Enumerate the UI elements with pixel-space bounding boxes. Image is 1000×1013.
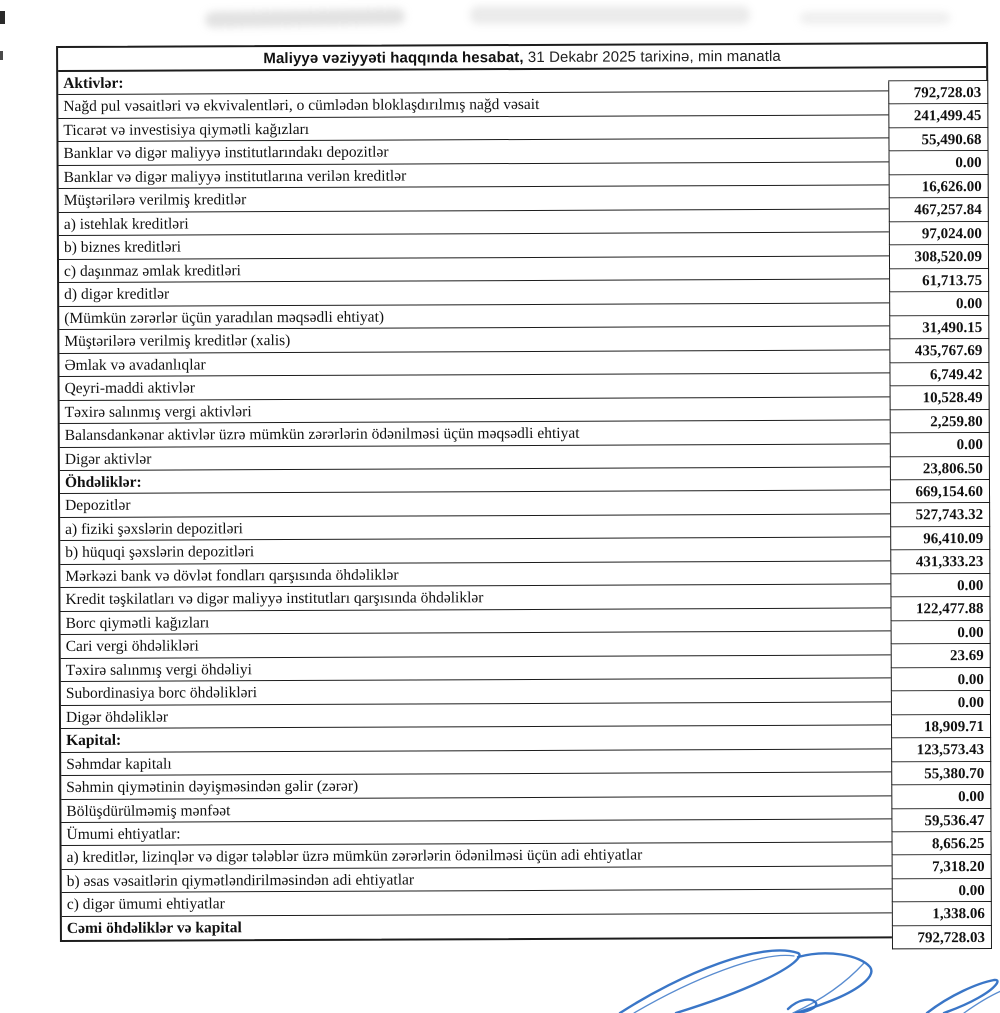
row-value: 96,410.09: [890, 527, 990, 551]
row-label: Kapital:: [66, 731, 122, 750]
row-value: 0.00: [891, 785, 991, 809]
row-value: 431,333.23: [890, 550, 990, 574]
row-value: 0.00: [890, 574, 990, 598]
row-label: Nağd pul vəsaitləri və ekvivalentləri, o cümlədən bloklaşdırılmış nağd vəsait: [63, 96, 540, 116]
row-label: Subordinasiya borc öhdəlikləri: [65, 684, 258, 703]
row-value: 18,909.71: [891, 715, 991, 739]
table-row: [62, 913, 990, 941]
row-value: 2,259.80: [890, 410, 990, 434]
row-label: Ümumi ehtiyatlar:: [66, 825, 181, 843]
scan-smudge: [800, 12, 950, 24]
row-label: a) kreditlər, lizinqlər və digər tələblər üzrə mümkün zərərlərin ödənilməsi üçün adi ehtiyatlar: [66, 846, 643, 867]
row-label: Depozitlər: [65, 497, 131, 515]
row-value: 61,713.75: [889, 269, 989, 293]
row-label: Müştərilərə verilmiş kreditlər: [63, 191, 247, 210]
row-value: 0.00: [891, 621, 991, 645]
row-value: 0.00: [892, 879, 992, 903]
row-label: Mərkəzi bank və dövlət fondları qarşısında öhdəliklər: [65, 566, 399, 585]
row-label: Banklar və digər maliyyə institutlarına verilən kreditlər: [63, 167, 407, 186]
row-value: 308,520.09: [889, 245, 989, 269]
row-value: 8,656.25: [891, 832, 991, 856]
row-label: Digər öhdəliklər: [65, 708, 169, 726]
row-label: a) fiziki şəxslərin depozitləri: [65, 520, 243, 538]
row-label: Cəmi öhdəliklər və kapital: [66, 919, 242, 937]
row-label: Təxirə salınmış vergi öhdəliyi: [65, 660, 252, 679]
signature-stroke: [793, 963, 864, 1013]
signature-ink: [612, 947, 1000, 1013]
row-value: 792,728.03: [892, 926, 992, 950]
row-label: Qeyri-maddi aktivlər: [64, 379, 196, 398]
row-value: 97,024.00: [889, 222, 989, 246]
row-label: a) istehlak kreditləri: [63, 215, 189, 233]
row-value: 0.00: [889, 292, 989, 316]
row-label: Kredit təşkilatları və digər maliyyə institutları qarşısında öhdəliklər: [65, 589, 484, 609]
row-label: Öhdəliklər:: [64, 473, 142, 491]
row-label: Müştərilərə verilmiş kreditlər (xalis): [64, 332, 291, 351]
row-label: Aktivlər:: [63, 74, 124, 93]
row-label: (Mümkün zərərlər üçün yaradılan məqsədli ehtiyat): [64, 308, 385, 327]
row-label: Cari vergi öhdəlikləri: [65, 637, 199, 656]
row-value: 16,626.00: [889, 175, 989, 199]
row-label: Əmlak və avadanlıqlar: [64, 356, 206, 374]
row-label: Təxirə salınmış vergi aktivləri: [64, 402, 252, 421]
row-label: Səhmdar kapitalı: [66, 755, 172, 773]
row-label: b) biznes kreditləri: [63, 238, 182, 257]
row-value: 1,338.06: [892, 902, 992, 926]
row-value: 123,573.43: [891, 738, 991, 762]
row-value: 0.00: [891, 691, 991, 715]
financial-statement-table: [56, 42, 992, 947]
table-title-main: Maliyyə vəziyyəti haqqında hesabat,: [263, 48, 524, 68]
row-label: Digər aktivlər: [64, 450, 152, 468]
row-label: Balansdankənar aktivlər üzrə mümkün zərərlərin ödənilməsi üçün məqsədli ehtiyat: [64, 424, 580, 445]
row-value: 122,477.88: [890, 597, 990, 621]
row-label: Ticarət və investisiya qiymətli kağızları: [63, 120, 310, 139]
scan-smudge: [470, 6, 750, 24]
row-value: 23.69: [891, 644, 991, 668]
row-value: 55,380.70: [891, 762, 991, 786]
row-value: 241,499.45: [888, 104, 988, 128]
row-value: 467,257.84: [889, 198, 989, 222]
row-value: 527,743.32: [890, 503, 990, 527]
row-label: Bölüşdürülməmiş mənfəət: [66, 801, 231, 820]
table-title-date: 31 Dekabr 2025 tarixinə, min manatla: [527, 47, 781, 66]
row-value: 59,536.47: [891, 808, 991, 832]
table-values: [888, 80, 992, 950]
signature-stroke: [927, 980, 997, 1013]
row-value: 0.00: [889, 151, 989, 175]
row-label: Borc qiymətli kağızları: [65, 614, 210, 632]
row-label: Banklar və digər maliyyə institutlarındakı depozitlər: [63, 143, 389, 163]
row-value: 23,806.50: [890, 456, 990, 480]
row-value: 10,528.49: [890, 386, 990, 410]
row-label: b) əsas vəsaitlərin qiymətləndirilməsindən adi ehtiyatlar: [66, 871, 415, 890]
row-value: 435,767.69: [889, 339, 989, 363]
row-value: 792,728.03: [888, 81, 988, 105]
row-label: Səhmin qiymətinin dəyişməsindən gəlir (zərər): [66, 777, 359, 797]
row-label: c) daşınmaz əmlak kreditləri: [63, 261, 241, 280]
signature-stroke: [620, 950, 800, 1013]
scan-smudge: [205, 8, 405, 27]
scan-edge-mark: [0, 51, 3, 60]
row-value: 6,749.42: [889, 363, 989, 387]
row-value: 31,490.15: [889, 316, 989, 340]
scan-edge-mark: [0, 11, 5, 24]
row-value: 669,154.60: [890, 480, 990, 504]
row-value: 55,490.68: [888, 128, 988, 152]
row-label: b) hüquqi şəxslərin depozitləri: [65, 543, 255, 562]
signature-stroke: [796, 953, 871, 1013]
table-rows: [58, 68, 990, 940]
row-label: c) digər ümumi ehtiyatlar: [66, 895, 225, 914]
row-value: 7,318.20: [892, 855, 992, 879]
row-value: 0.00: [891, 668, 991, 692]
row-value: 0.00: [890, 433, 990, 457]
signature-stroke: [788, 1000, 816, 1013]
row-label: d) digər kreditlər: [64, 285, 170, 304]
